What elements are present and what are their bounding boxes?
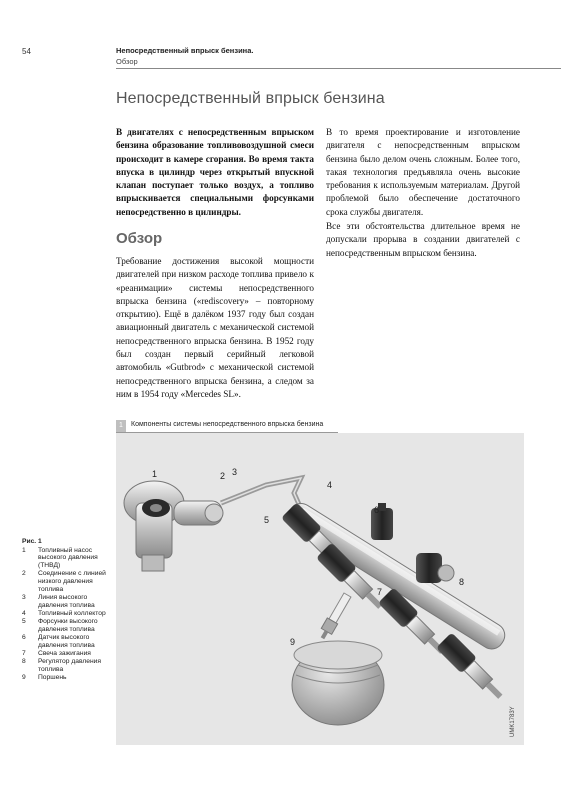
label-9: 9 [290, 637, 296, 647]
legend-item: 6 Датчик высокого давления топлива [22, 633, 95, 649]
legend-item: 9 Поршень [22, 673, 67, 681]
right-paragraph-2: Все эти обстоятельства длительное время не допускали прорыва в создании двигателей с непосредственным впрыском бензина. [326, 221, 520, 258]
legend-item: 2 Соединение с линией низкого давления топлива [22, 570, 106, 593]
legend-item: 1 Топливный насос высокого давления (ТНВД) [22, 546, 98, 570]
section-heading: Обзор [116, 230, 163, 247]
legend-item: 4 Топливный коллектор [22, 609, 106, 617]
legend-title: Рис. 1 [22, 538, 42, 545]
figure-number: 1 [116, 420, 126, 432]
label-4: 4 [327, 480, 333, 490]
label-8: 8 [459, 577, 465, 587]
label-5: 5 [264, 515, 270, 525]
label-7: 7 [377, 587, 383, 597]
legend-item: 3 Линия высокого давления топлива [22, 593, 95, 609]
piston [292, 641, 384, 725]
body-paragraph: Требование достижения высокой мощности двигателей при низком расходе топлива привело к «реанимации» системы непосредственного впрыска бензина («rediscovery» – повторному открытию). Ещё в далёком 1937 году был создан авиационный двигатель с механической системой непосредственного впрыска бензина. В 1952 году был создан первый серийный легковой автомобиль «Gutbrod» с механической системой непосредственного впрыска бензина, а следом за ним в 1954 году «Mercedes SL». [116, 256, 314, 399]
label-2: 2 [220, 471, 226, 481]
figure-illustration [116, 433, 524, 745]
figure-legend [22, 538, 106, 682]
lead-paragraph: В двигателях с непосредственным впрыском бензина образование топливовоздушной смеси происходит в камере сгорания. Во время такта впуска в цилиндр через открытый впускной клапан поступает только воздух, а топливо впрыскивается специальными форсунками непосредственно в цилиндры. [116, 127, 314, 217]
legend-item: 8 Регулятор давления топлива [22, 658, 102, 673]
right-paragraph-1: В то время проектирование и изготовление двигателя с непосредственным впрыском бензина было делом очень сложным. Более того, такая технология предъявляла очень высокие требования к используемым материалам. Другой проблемой было обеспечение достаточного срока службы двигателя. [326, 127, 520, 217]
label-6: 6 [374, 505, 380, 515]
legend-item: 5 Форсунки высокого давления топлива [22, 618, 98, 633]
running-title: Непосредственный впрыск бензина. [116, 46, 254, 55]
fuel-system-illustration [116, 433, 524, 745]
page-number: 54 [22, 47, 31, 56]
legend-item: 7 Свеча зажигания [22, 649, 91, 657]
figure-caption: Компоненты системы непосредственного впрыска бензина [131, 421, 324, 428]
header-rule [116, 68, 561, 69]
page-title: Непосредственный впрыск бензина [116, 90, 385, 107]
label-1: 1 [152, 469, 158, 479]
figure-code: UMK1783Y [510, 706, 516, 737]
running-subtitle: Обзор [116, 57, 138, 66]
label-3: 3 [232, 467, 238, 477]
